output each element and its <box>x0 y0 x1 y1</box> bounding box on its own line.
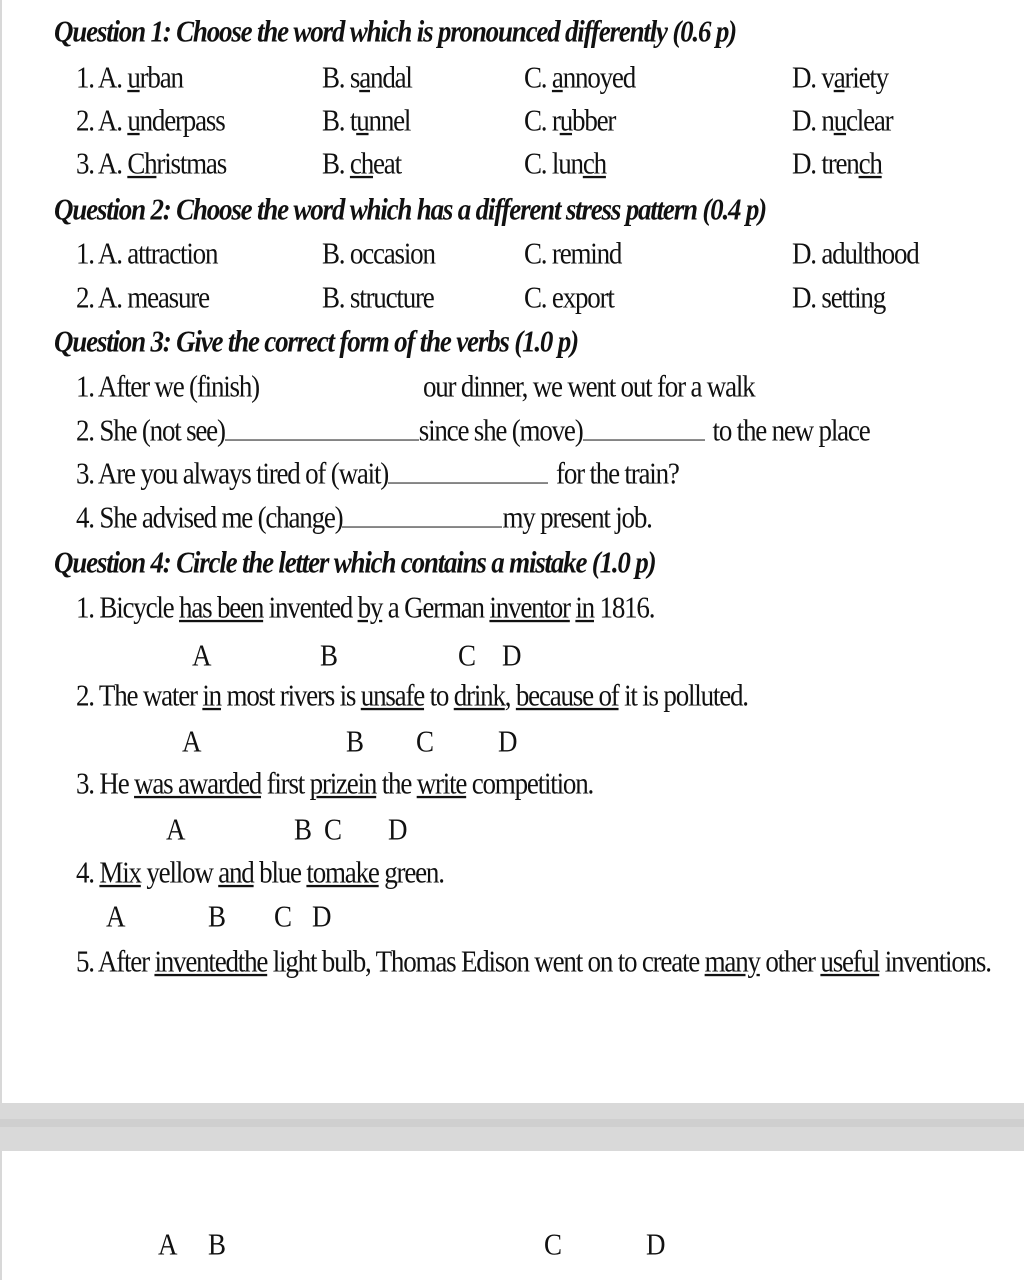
q2-r1-b: B. occasion <box>322 236 435 271</box>
q2-r1-a: 1. A. attraction <box>76 236 218 271</box>
q4-sentence-2: 2. The water in most rivers is unsafe to drink, because of it is polluted. <box>76 678 748 713</box>
q3-item-4: 4. She advised me (change) my present job. <box>76 500 652 535</box>
q1-heading: Question 1: Choose the word which is pronounced differently (0.6 p) <box>54 14 736 49</box>
q4-s5-letter-b: B <box>208 1227 225 1262</box>
q4-sentence-3: 3. He was awarded first prizein the write competition. <box>76 766 594 801</box>
q4-s1-letter-b: B <box>320 638 337 673</box>
q1-r1-c: C. annoyed <box>524 60 636 95</box>
q1-r1-a: 1. A. urban <box>76 60 183 95</box>
q3-item-2: 2. She (not see) since she (move) to the new place <box>76 413 870 448</box>
q3-item-1: 1. After we (finish) our dinner, we went out for a walk <box>76 369 755 404</box>
q2-r1-c: C. remind <box>524 236 622 271</box>
q4-s5-letter-a: A <box>158 1227 177 1262</box>
q1-r3-c: C. lunch <box>524 146 606 181</box>
q4-s2-letter-d: D <box>498 724 517 759</box>
q4-s3-letter-a: A <box>166 812 185 847</box>
q1-r1-b: B. sandal <box>322 60 412 95</box>
q4-s4-letter-d: D <box>312 899 331 934</box>
q1-r2-b: B. tunnel <box>322 103 411 138</box>
q4-s1-letter-c: C <box>458 638 475 673</box>
q4-sentence-5: 5. After inventedthe light bulb, Thomas Edison went on to create many other useful inventions. <box>76 944 991 979</box>
q2-r1-d: D. adulthood <box>792 236 919 271</box>
q4-heading: Question 4: Circle the letter which contains a mistake (1.0 p) <box>54 545 656 580</box>
q4-s2-letter-b: B <box>346 724 363 759</box>
q4-s1-letter-a: A <box>192 638 211 673</box>
q4-s2-letter-c: C <box>416 724 433 759</box>
q1-r2-d: D. nuclear <box>792 103 893 138</box>
q4-sentence-1: 1. Bicycle has been invented by a German inventor in 1816. <box>76 590 655 625</box>
q2-r2-d: D. setting <box>792 280 885 315</box>
q4-s3-letter-c: C <box>324 812 341 847</box>
q3-blank-4[interactable] <box>342 501 502 527</box>
q2-heading: Question 2: Choose the word which has a different stress pattern (0.4 p) <box>54 192 766 227</box>
q4-s5-letter-d: D <box>646 1227 665 1262</box>
q4-s1-letter-d: D <box>502 638 521 673</box>
q3-blank-2a[interactable] <box>225 414 419 440</box>
page-gap <box>0 1103 1024 1151</box>
q2-r2-b: B. structure <box>322 280 434 315</box>
q4-s2-letter-a: A <box>182 724 201 759</box>
q4-s3-letter-b: B <box>294 812 311 847</box>
q4-s3-letter-d: D <box>388 812 407 847</box>
next-page <box>0 1151 1024 1280</box>
q3-blank-2b[interactable] <box>583 414 705 440</box>
q1-r3-a: 3. A. Christmas <box>76 146 227 181</box>
q4-s4-letter-a: A <box>106 899 125 934</box>
q3-item-3: 3. Are you always tired of (wait) for the train? <box>76 456 679 491</box>
q4-sentence-4: 4. Mix yellow and blue tomake green. <box>76 855 444 890</box>
q4-s4-letter-c: C <box>274 899 291 934</box>
q1-r1-d: D. variety <box>792 60 888 95</box>
q4-s4-letter-b: B <box>208 899 225 934</box>
q2-r2-c: C. export <box>524 280 614 315</box>
q4-s5-letter-c: C <box>544 1227 561 1262</box>
q3-blank-3[interactable] <box>388 457 548 483</box>
q1-r2-c: C. rubber <box>524 103 616 138</box>
q3-heading: Question 3: Give the correct form of the verbs (1.0 p) <box>54 324 578 359</box>
q1-r2-a: 2. A. underpass <box>76 103 225 138</box>
q1-r3-b: B. cheat <box>322 146 401 181</box>
q2-r2-a: 2. A. measure <box>76 280 209 315</box>
q1-r3-d: D. trench <box>792 146 882 181</box>
